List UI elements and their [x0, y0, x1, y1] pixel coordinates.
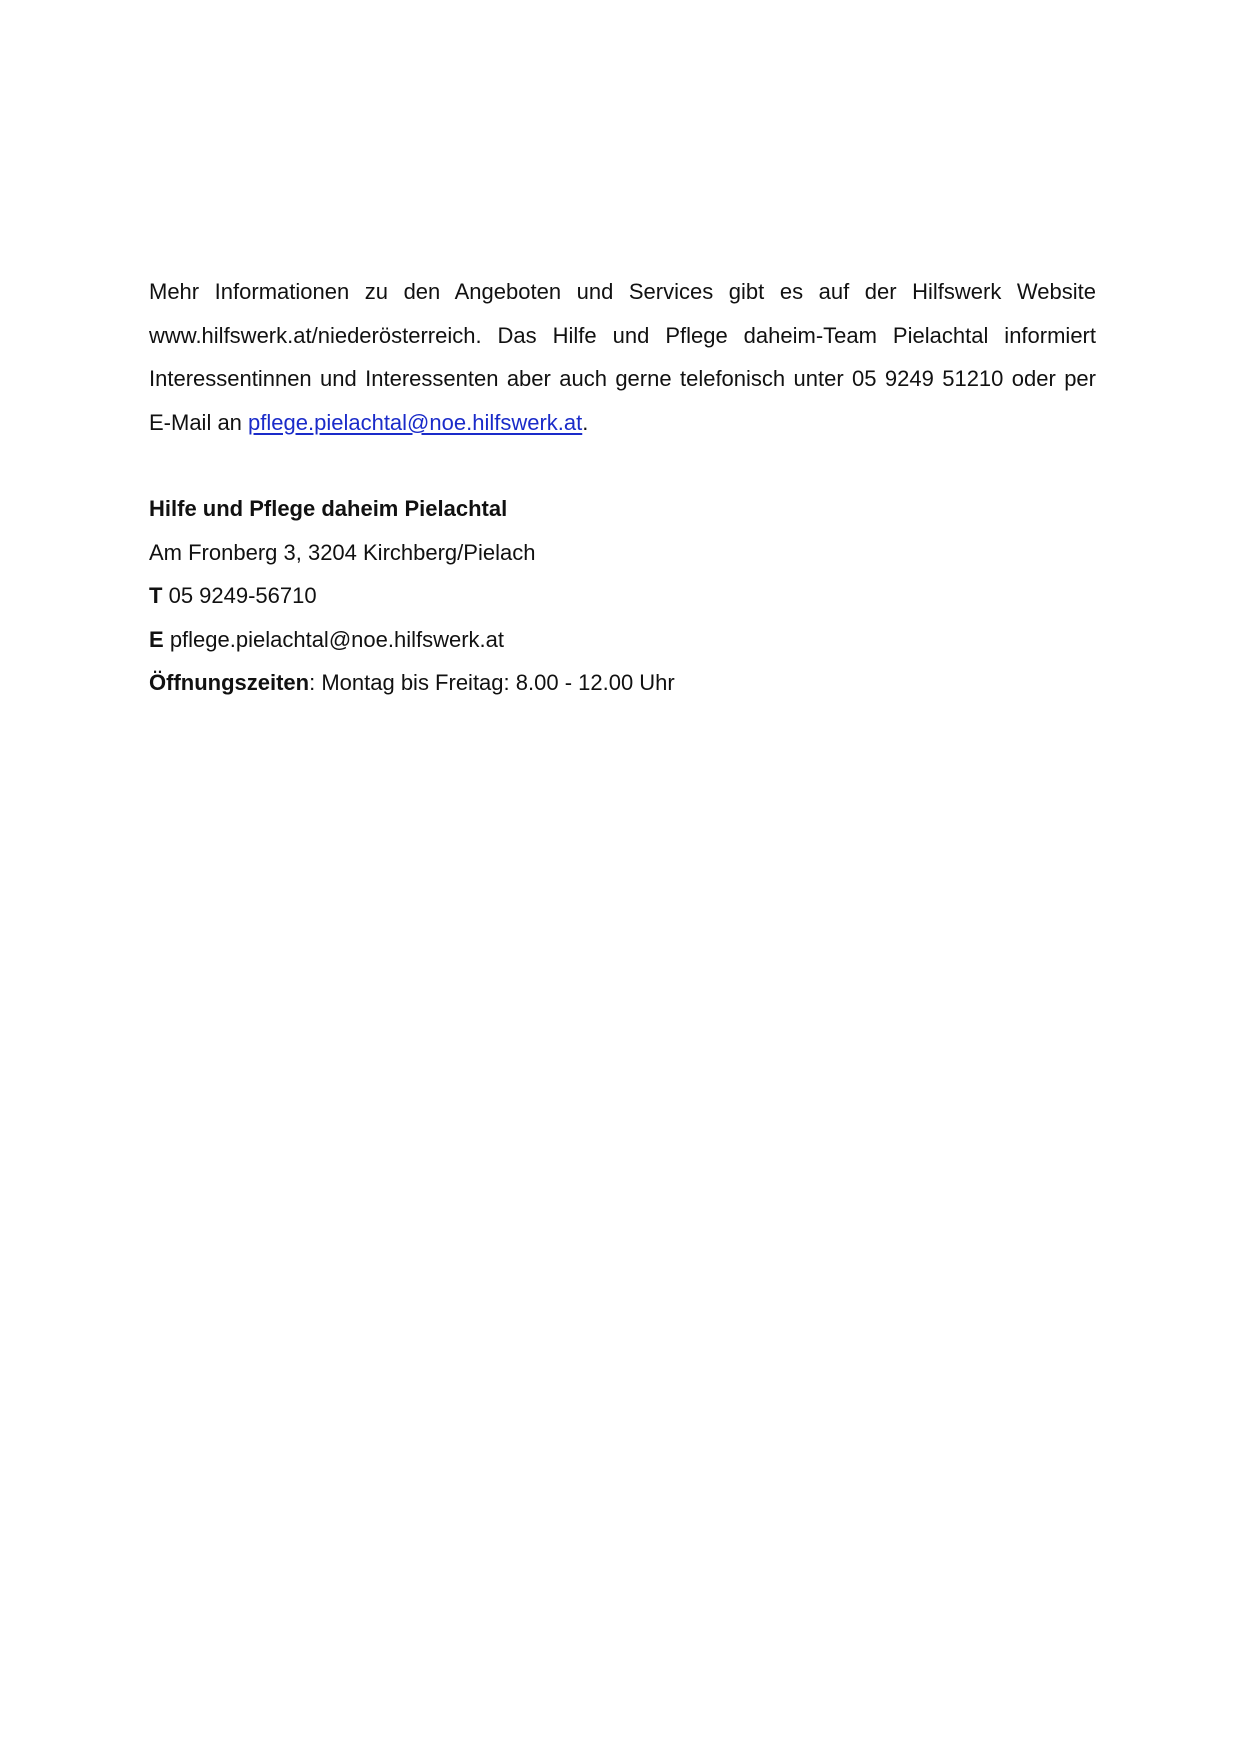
intro-text: Mehr Informationen zu den Angeboten und Services gibt es auf der Hilfswerk Website www.hilfswerk.at/niederösterreich. Das Hilfe und Pflege daheim-Team Pielachtal informiert Interessentinnen und Interessenten aber auch gerne telefonisch unter 05 9249 51210 oder per E-Mail an [149, 279, 1096, 435]
intro-paragraph [149, 270, 1096, 444]
document-content [149, 270, 1096, 705]
phone-label: T [149, 583, 163, 608]
contact-hours [149, 661, 1096, 705]
email-value: pflege.pielachtal@noe.hilfswerk.at [169, 626, 505, 652]
phone-value: 05 9249-56710 [168, 583, 317, 608]
contact-block [149, 487, 1096, 705]
intro-period: . [582, 409, 589, 435]
contact-address: Am Fronberg 3, 3204 Kirchberg/Pielach [149, 539, 536, 565]
contact-title: Hilfe und Pflege daheim Pielachtal [149, 496, 508, 521]
hours-value: : Montag bis Freitag: 8.00 - 12.00 Uhr [309, 670, 675, 695]
contact-phone [149, 574, 1096, 618]
hours-label: Öffnungszeiten [149, 670, 310, 695]
email-label: E [149, 626, 164, 652]
contact-email [149, 618, 1096, 662]
email-link[interactable]: pflege.pielachtal@noe.hilfswerk.at [248, 409, 583, 435]
